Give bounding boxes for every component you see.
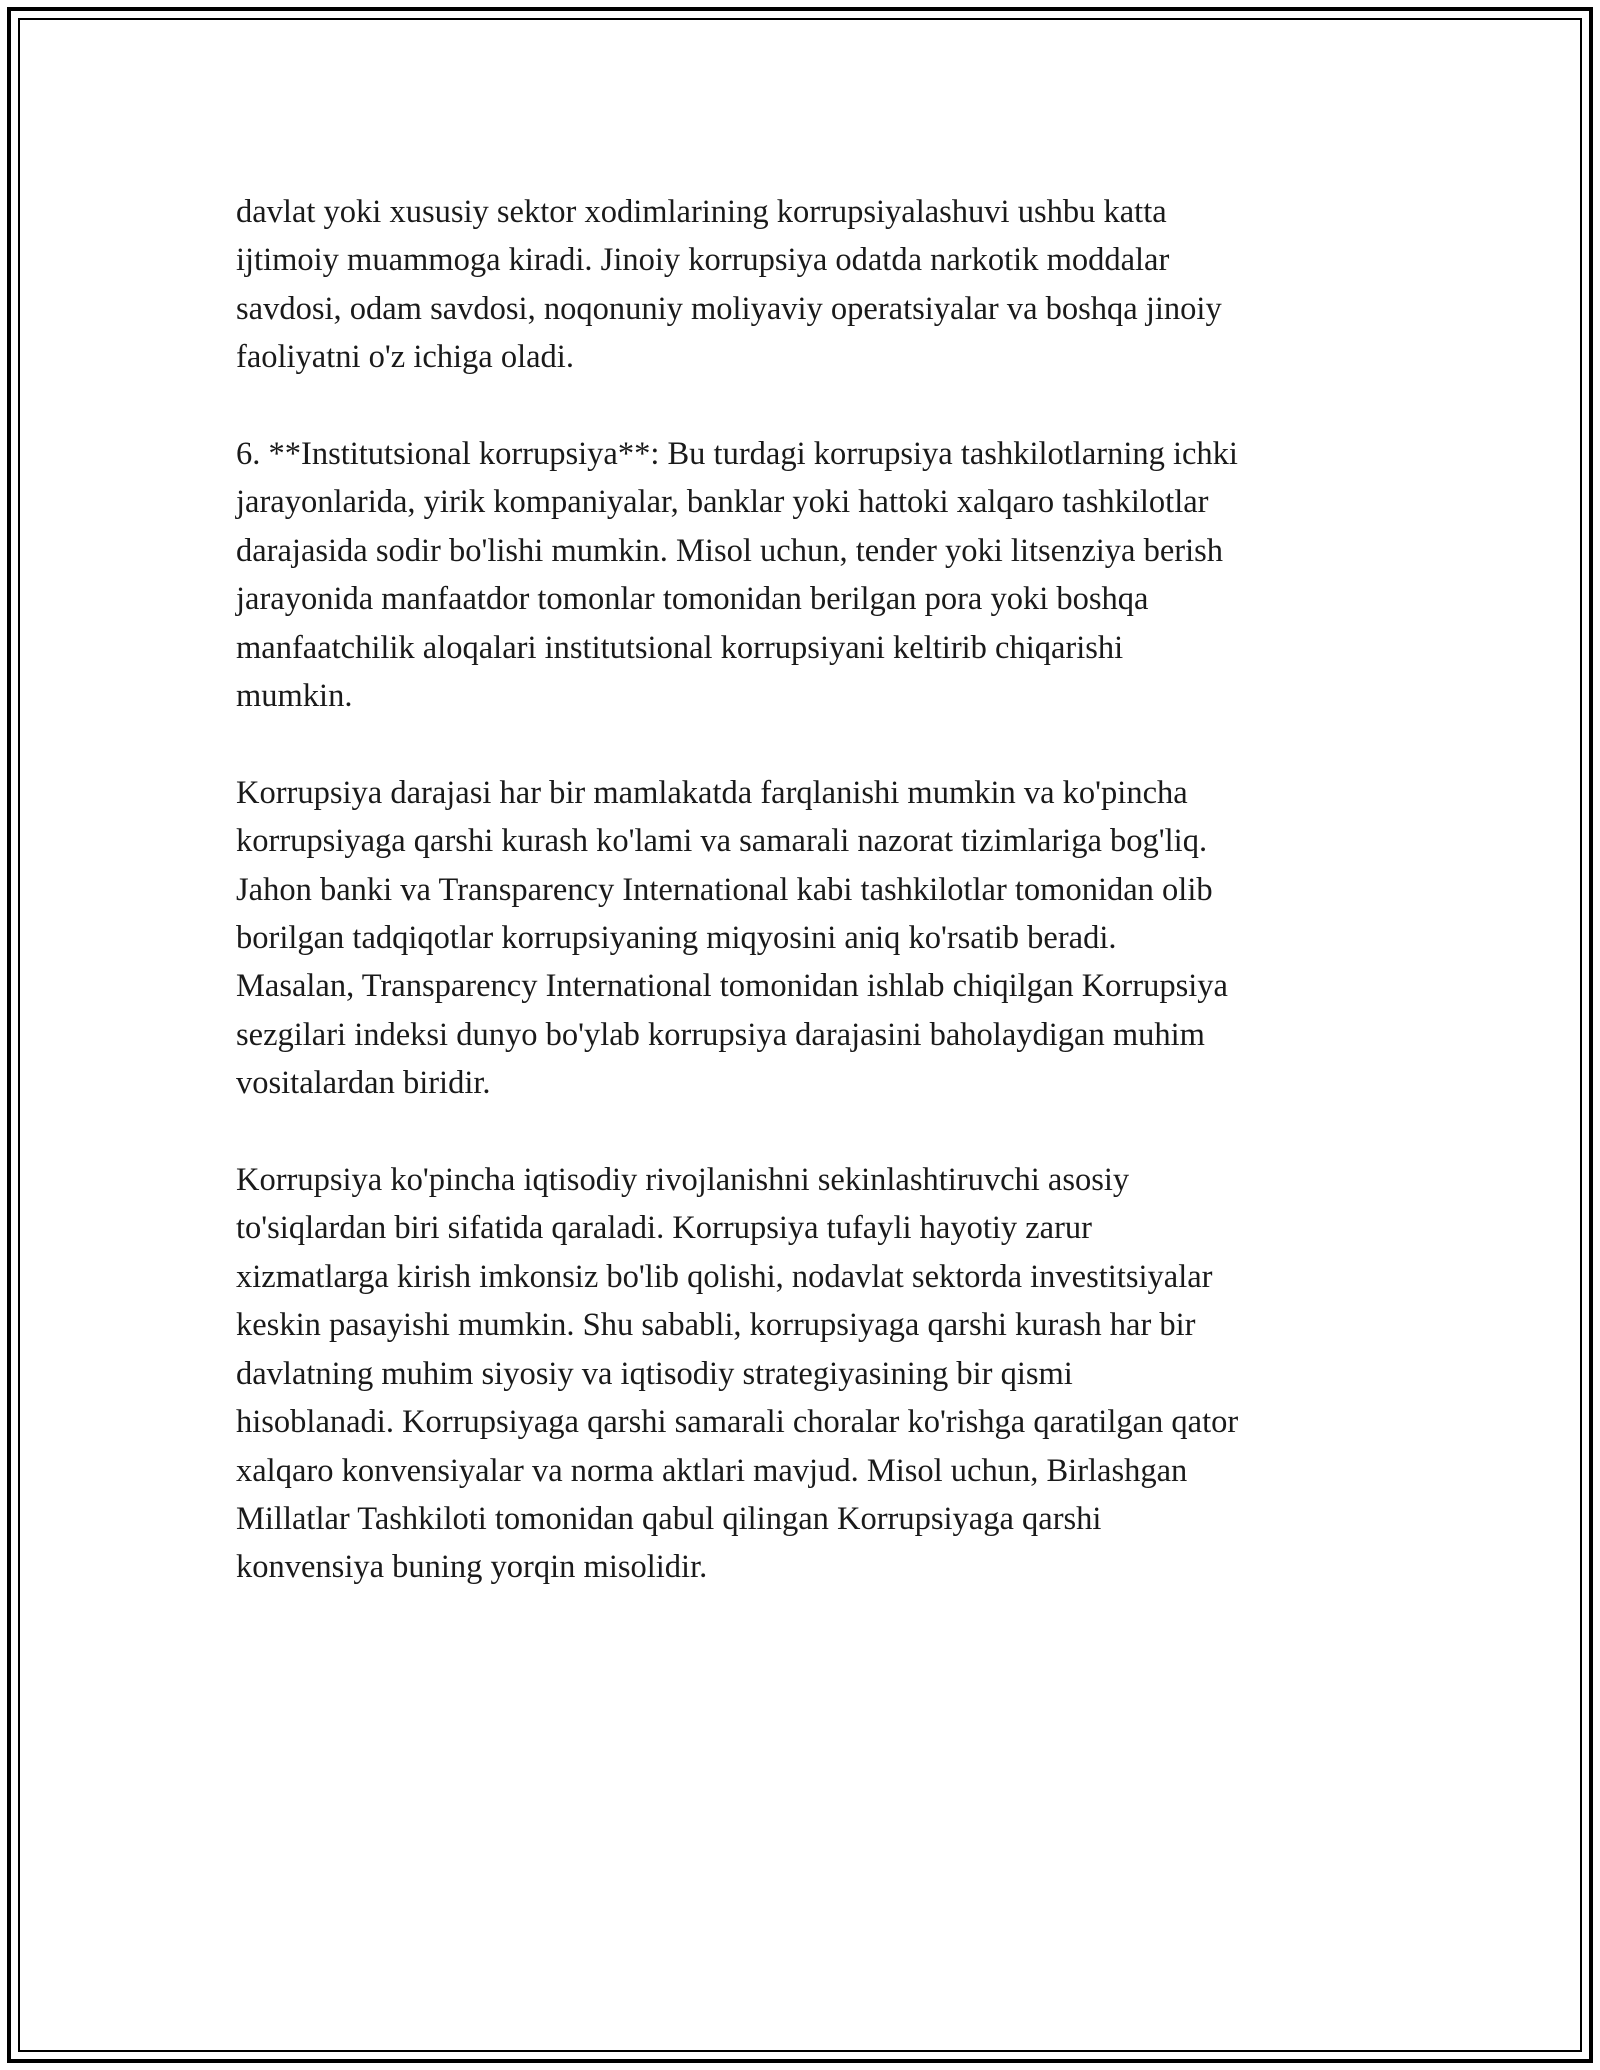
paragraph-economic-impact: Korrupsiya ko'pincha iqtisodiy rivojlanishni sekinlashtiruvchi asosiy to'siqlardan biri sifatida qaraladi. Korrupsiya tufayli hayotiy zarur xizmatlarga kirish imkonsiz bo'lib qolishi, nodavlat sektorda investitsiyalar keskin pasayishi mumkin. Shu sababli, korrupsiyaga qarshi kurash har bir davlatning muhim siyosiy va iqtisodiy strategiyasining bir qismi hisoblanadi. Korrupsiyaga qarshi samarali choralar ko'rishga qaratilgan qator xalqaro konvensiyalar va norma aktlari mavjud. Misol uchun, Birlashgan Millatlar Tashkiloti tomonidan qabul qilingan Korrupsiyaga qarshi konvensiya buning yorqin misolidir. <box>236 1162 1239 1586</box>
document-body <box>236 188 1376 1640</box>
paragraph-corruption-level: Korrupsiya darajasi har bir mamlakatda farqlanishi mumkin va ko'pincha korrupsiyaga qarshi kurash ko'lami va samarali nazorat tizimlariga bog'liq. Jahon banki va Transparency International kabi tashkilotlar tomonidan olib borilgan tadqiqotlar korrupsiyaning miqyosini aniq ko'rsatib beradi. Masalan, Transparency International tomonidan ishlab chiqilgan Korrupsiya sezgilari indeksi dunyo bo'ylab korrupsiya darajasini baholaydigan muhim vositalardan biridir. <box>236 774 1228 1102</box>
paragraph-institutional-corruption: 6. **Institutsional korrupsiya**: Bu turdagi korrupsiya tashkilotlarning ichki jarayonlarida, yirik kompaniyalar, banklar yoki hattoki xalqaro tashkilotlar darajasida sodir bo'lishi mumkin. Misol uchun, tender yoki litsenziya berish jarayonida manfaatdor tomonlar tomonidan berilgan pora yoki boshqa manfaatchilik aloqalari institutsional korrupsiyani keltirib chiqarishi mumkin. <box>236 436 1238 715</box>
paragraph-criminal-corruption: davlat yoki xususiy sektor xodimlarining korrupsiyalashuvi ushbu katta ijtimoiy muammoga kiradi. Jinoiy korrupsiya odatda narkotik moddalar savdosi, odam savdosi, noqonuniy moliyaviy operatsiyalar va boshqa jinoiy faoliyatni o'z ichiga oladi. <box>236 194 1222 376</box>
